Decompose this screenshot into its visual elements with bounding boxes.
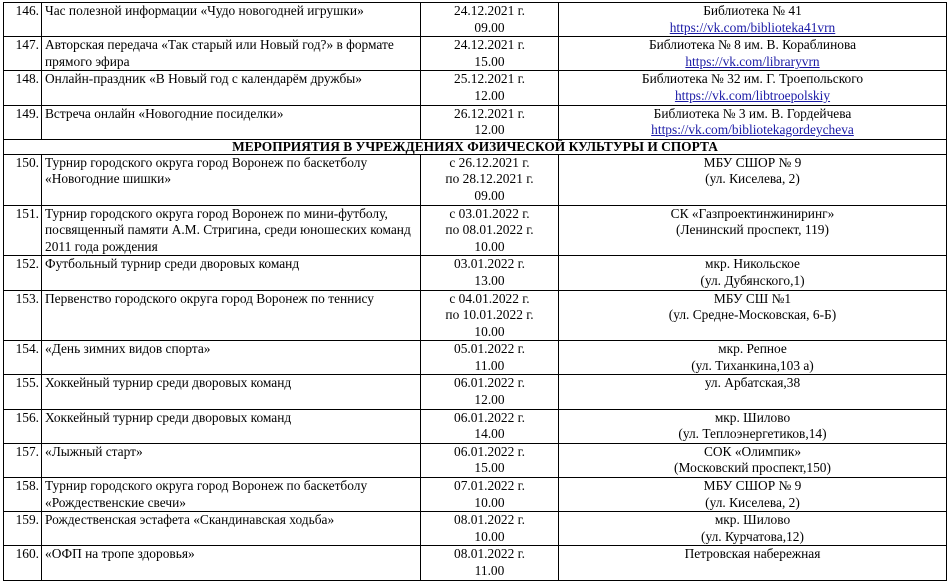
event-place-line: (ул. Дубянского,1) [700, 272, 805, 288]
event-place: Библиотека № 32 им. Г. Троепольского [641, 71, 864, 87]
event-place-cell [559, 443, 947, 477]
event-place-line: ул. Арбатская,38 [704, 375, 801, 391]
events-table [3, 2, 947, 581]
table-row [4, 478, 947, 512]
event-date-line: 07.01.2022 г. [454, 478, 525, 494]
event-place-line: СК «Газпроектинжиниринг» [670, 205, 835, 221]
table-row [4, 3, 947, 37]
event-date-line: 10.00 [474, 238, 505, 254]
event-title: Час полезной информации «Чудо новогодней игрушки» [42, 3, 421, 37]
table-row [4, 443, 947, 477]
event-link[interactable]: https://vk.com/biblioteka41vrn [669, 19, 836, 35]
row-number: 148. [4, 71, 42, 105]
event-date-cell [421, 205, 559, 256]
event-date-line: 05.01.2022 г. [454, 341, 525, 357]
event-place-line: (Московский проспект,150) [674, 460, 831, 476]
event-date-cell [421, 290, 559, 341]
event-date-cell [421, 105, 559, 139]
event-place-line: (ул. Тиханкина,103 а) [691, 357, 814, 373]
event-title: Футбольный турнир среди дворовых команд [42, 256, 421, 290]
row-number: 152. [4, 256, 42, 290]
row-number: 150. [4, 154, 42, 205]
event-title: «Лыжный старт» [42, 443, 421, 477]
event-place-cell [559, 37, 947, 71]
table-row [4, 205, 947, 256]
event-date: 24.12.2021 г. [454, 3, 525, 18]
event-place-line: МБУ СШОР № 9 [703, 478, 802, 494]
event-date-line: 09.00 [474, 187, 505, 203]
table-row [4, 546, 947, 580]
event-place-line: (ул. Курчатова,12) [701, 528, 804, 544]
event-place-cell [559, 105, 947, 139]
event-place-line: (ул. Теплоэнергетиков,14) [678, 426, 827, 442]
row-number: 159. [4, 512, 42, 546]
event-date-line: 12.00 [474, 392, 505, 408]
event-place-cell [559, 512, 947, 546]
event-place: Библиотека № 41 [703, 3, 802, 18]
event-place-cell [559, 546, 947, 580]
event-date-cell [421, 375, 559, 409]
event-date-line: по 10.01.2022 г. [445, 307, 534, 323]
event-date-line: по 08.01.2022 г. [445, 222, 534, 238]
event-link[interactable]: https://vk.com/libraryvrn [685, 53, 820, 69]
event-date-line: 11.00 [474, 357, 505, 373]
event-date: 25.12.2021 г. [454, 71, 525, 87]
event-title: Первенство городского округа город Воронеж по теннису [42, 290, 421, 341]
event-date-cell [421, 512, 559, 546]
row-number: 151. [4, 205, 42, 256]
event-date: 26.12.2021 г. [454, 105, 525, 121]
event-place-cell [559, 375, 947, 409]
event-link[interactable]: https://vk.com/libtroepolskiy [674, 87, 831, 103]
event-place: Библиотека № 8 им. В. Кораблинова [648, 37, 857, 53]
event-date-cell [421, 37, 559, 71]
event-title: Авторская передача «Так старый или Новый год?» в формате прямого эфира [42, 37, 421, 71]
row-number: 146. [4, 3, 42, 37]
events-table-body [4, 3, 947, 155]
event-place-cell [559, 341, 947, 375]
row-number: 156. [4, 409, 42, 443]
event-time: 15.00 [474, 53, 505, 69]
row-number: 157. [4, 443, 42, 477]
event-date-line: 03.01.2022 г. [454, 256, 525, 272]
event-date-cell [421, 478, 559, 512]
section-header: МЕРОПРИЯТИЯ В УЧРЕЖДЕНИЯХ ФИЗИЧЕСКОЙ КУЛЬТУРЫ И СПОРТА [4, 139, 947, 154]
event-date-cell [421, 546, 559, 580]
event-date-line: по 28.12.2021 г. [445, 171, 534, 187]
event-date-cell [421, 443, 559, 477]
event-title: Турнир городского округа город Воронеж по мини-футболу, посвященный памяти А.М. Стригина, среди юношеских команд 2011 года рождения [42, 205, 421, 256]
event-time: 12.00 [474, 122, 505, 138]
event-date-line: 13.00 [474, 272, 505, 288]
row-number: 160. [4, 546, 42, 580]
row-number: 153. [4, 290, 42, 341]
event-date-line: 11.00 [474, 563, 505, 578]
event-place-line: мкр. Никольское [705, 256, 800, 272]
event-date-line: с 03.01.2022 г. [449, 205, 530, 221]
event-place-cell [559, 290, 947, 341]
table-row [4, 512, 947, 546]
event-place-cell [559, 409, 947, 443]
event-place-line: (ул. Киселева, 2) [705, 494, 800, 510]
table-row [4, 71, 947, 105]
table-row [4, 37, 947, 71]
table-row [4, 341, 947, 375]
event-date-line: 10.00 [474, 323, 505, 339]
event-date-line: 06.01.2022 г. [454, 409, 525, 425]
event-place-line: (ул. Средне-Московская, 6-Б) [668, 307, 837, 323]
sport-events-body [4, 154, 947, 580]
row-number: 158. [4, 478, 42, 512]
event-date-line: с 26.12.2021 г. [449, 154, 530, 170]
event-date-line: 06.01.2022 г. [454, 375, 525, 391]
event-date-cell [421, 256, 559, 290]
event-date-cell [421, 409, 559, 443]
table-row [4, 154, 947, 205]
event-time: 09.00 [474, 19, 505, 35]
event-time: 12.00 [474, 87, 505, 103]
event-date-line: 08.01.2022 г. [454, 512, 525, 528]
event-place-cell [559, 71, 947, 105]
event-date-cell [421, 154, 559, 205]
table-row [4, 375, 947, 409]
event-title: Турнир городского округа город Воронеж по баскетболу «Рождественские свечи» [42, 478, 421, 512]
event-title: Турнир городского округа город Воронеж по баскетболу «Новогодние шишки» [42, 154, 421, 205]
event-place: Библиотека № 3 им. В. Гордейчева [653, 105, 852, 121]
event-place-line: СОК «Олимпик» [703, 443, 802, 459]
event-date-line: 15.00 [474, 460, 505, 476]
event-place-line: мкр. Шилово [714, 512, 791, 528]
event-title: «ОФП на тропе здоровья» [42, 546, 421, 580]
event-date-line: 10.00 [474, 494, 505, 510]
event-title: «День зимних видов спорта» [42, 341, 421, 375]
event-date-line: 14.00 [474, 426, 505, 442]
event-title: Встреча онлайн «Новогодние посиделки» [42, 105, 421, 139]
event-place-line: МБУ СШОР № 9 [703, 154, 802, 170]
event-date-cell [421, 71, 559, 105]
event-place-cell [559, 154, 947, 205]
event-date-line: 08.01.2022 г. [454, 546, 525, 562]
table-row [4, 290, 947, 341]
event-place-cell [559, 478, 947, 512]
event-place-line: (ул. Киселева, 2) [705, 171, 800, 187]
event-place-line: мкр. Репное [718, 341, 787, 357]
event-title: Рождественская эстафета «Скандинавская ходьба» [42, 512, 421, 546]
event-date-line: с 04.01.2022 г. [449, 290, 530, 306]
event-date-line: 10.00 [474, 528, 505, 544]
event-place-line: мкр. Шилово [714, 409, 791, 425]
event-date: 24.12.2021 г. [454, 37, 525, 53]
event-place-cell [559, 3, 947, 37]
event-title: Хоккейный турнир среди дворовых команд [42, 375, 421, 409]
event-place-cell [559, 256, 947, 290]
row-number: 154. [4, 341, 42, 375]
event-title: Онлайн-праздник «В Новый год с календарём дружбы» [42, 71, 421, 105]
event-title: Хоккейный турнир среди дворовых команд [42, 409, 421, 443]
row-number: 149. [4, 105, 42, 139]
event-place-line: (Ленинский проспект, 119) [676, 222, 829, 238]
event-date-line: 06.01.2022 г. [454, 443, 525, 459]
row-number: 155. [4, 375, 42, 409]
table-row [4, 105, 947, 139]
section-header-row [4, 139, 947, 154]
table-row [4, 256, 947, 290]
event-place-line: Петровская набережная [684, 546, 821, 562]
event-place-line: МБУ СШ №1 [713, 290, 792, 306]
row-number: 147. [4, 37, 42, 71]
event-link[interactable]: https://vk.com/bibliotekagordeycheva [651, 122, 854, 138]
event-place-cell [559, 205, 947, 256]
event-date-cell [421, 341, 559, 375]
table-row [4, 409, 947, 443]
event-date-cell [421, 3, 559, 37]
